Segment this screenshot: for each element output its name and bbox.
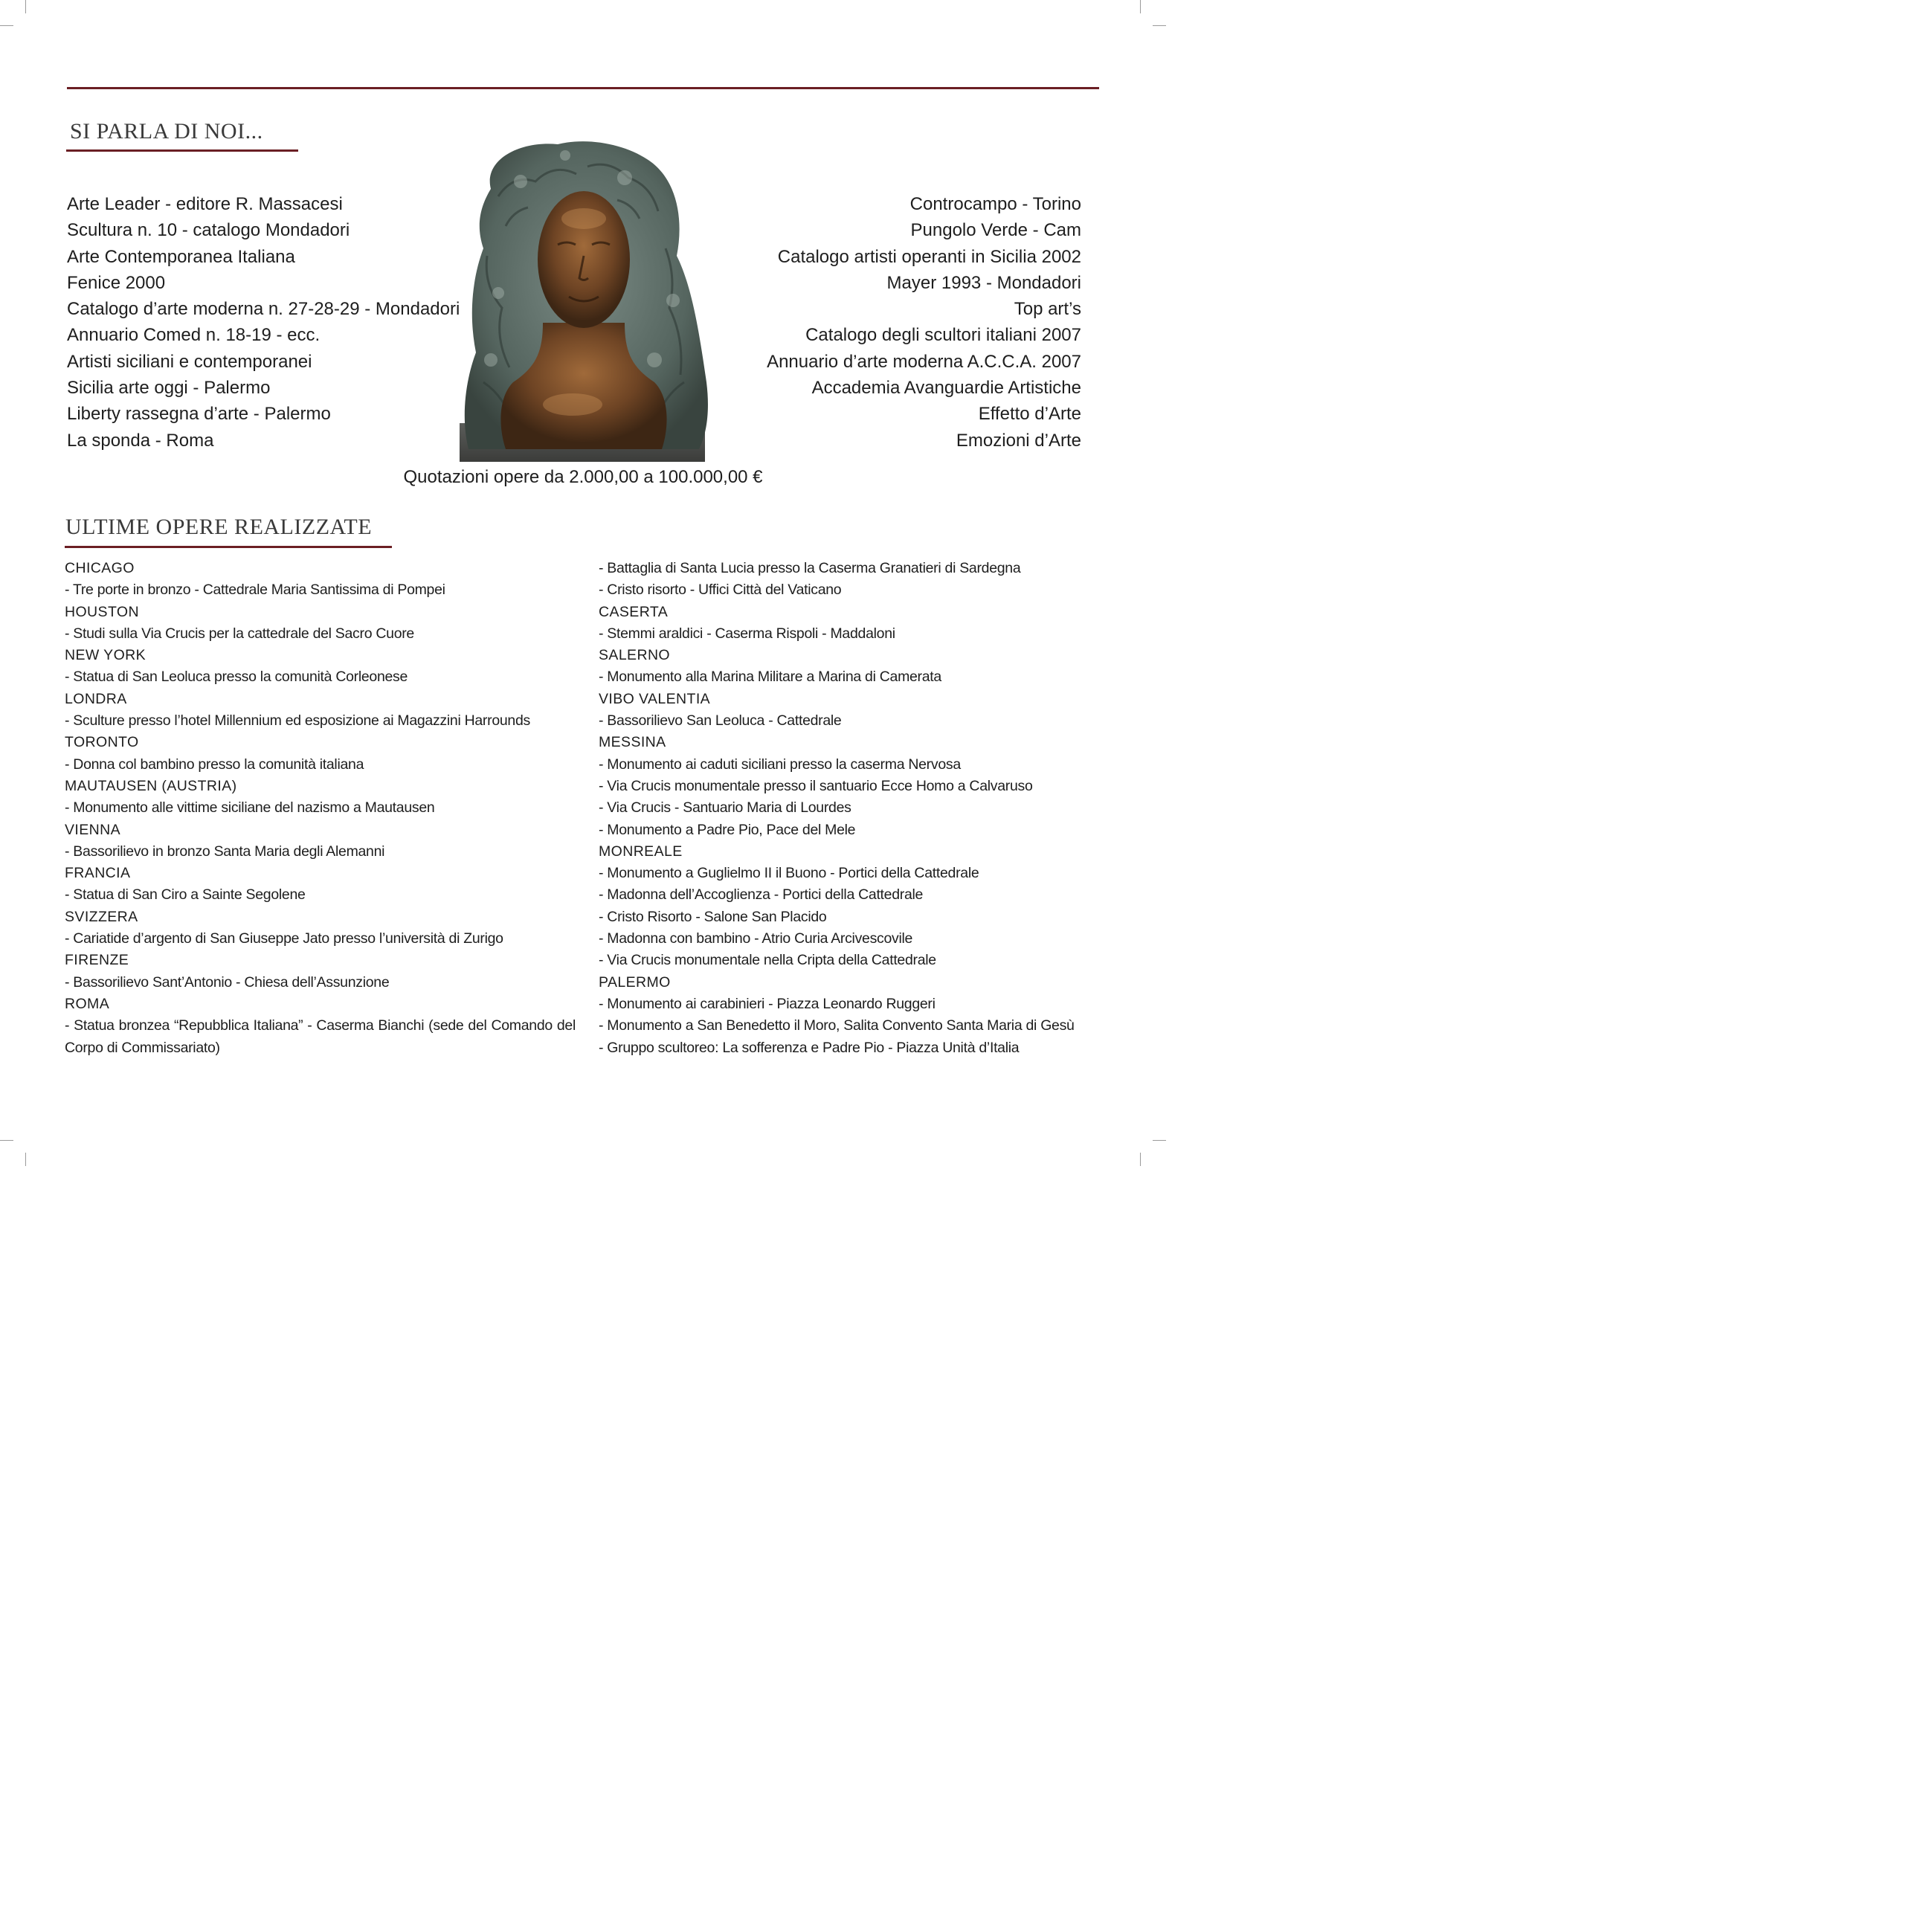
press-item: Annuario Comed n. 18-19 - ecc.: [67, 325, 321, 346]
location-heading: HOUSTON: [65, 603, 139, 620]
work-item: - Bassorilievo San Leoluca - Cattedrale: [599, 712, 842, 730]
location-heading: MESSINA: [599, 734, 666, 751]
location-heading: LONDRA: [65, 690, 127, 707]
works-list-left: [65, 558, 576, 1059]
press-list-right: [767, 191, 1081, 454]
press-item: Emozioni d’Arte: [956, 430, 1081, 451]
location-heading: VIENNA: [65, 821, 121, 838]
work-item: - Cariatide d’argento di San Giuseppe Jato presso l’università di Zurigo: [65, 930, 503, 947]
press-item: Liberty rassegna d’arte - Palermo: [67, 404, 331, 425]
bronze-bust-image: [454, 137, 714, 464]
crop-mark: [25, 1153, 26, 1166]
work-item: - Bassorilievo Sant’Antonio - Chiesa dell’Assunzione: [65, 973, 390, 991]
work-item: - Monumento a Padre Pio, Pace del Mele: [599, 821, 856, 838]
price-quotation: Quotazioni opere da 2.000,00 a 100.000,00 €: [403, 467, 763, 487]
location-heading: SVIZZERA: [65, 908, 138, 925]
crop-mark: [0, 25, 13, 26]
location-heading: PALERMO: [599, 973, 671, 991]
location-heading: SALERNO: [599, 647, 670, 664]
crop-mark: [25, 0, 26, 13]
press-item: Mayer 1993 - Mondadori: [886, 272, 1081, 293]
location-heading: FRANCIA: [65, 865, 131, 882]
work-item: - Monumento alle vittime siciliane del nazismo a Mautausen: [65, 799, 435, 817]
work-item: - Monumento ai caduti siciliani presso la caserma Nervosa: [599, 756, 961, 773]
press-item: Catalogo degli scultori italiani 2007: [805, 325, 1081, 346]
work-item: - Madonna con bambino - Atrio Curia Arcivescovile: [599, 930, 913, 947]
location-heading: VIBO VALENTIA: [599, 690, 711, 707]
section-title-press: SI PARLA DI NOI...: [70, 119, 263, 144]
crop-mark: [1153, 25, 1166, 26]
press-item: Controcampo - Torino: [909, 194, 1081, 214]
work-item: - Monumento ai carabinieri - Piazza Leonardo Ruggeri: [599, 995, 936, 1012]
work-item: - Statua di San Leoluca presso la comunità Corleonese: [65, 669, 408, 686]
press-list-left: [67, 191, 460, 454]
work-item: - Via Crucis monumentale nella Cripta della Cattedrale: [599, 952, 936, 969]
work-item: - Donna col bambino presso la comunità italiana: [65, 756, 364, 773]
work-item: - Gruppo scultoreo: La sofferenza e Padre Pio - Piazza Unità d’Italia: [599, 1039, 1020, 1056]
press-item: Artisti siciliani e contemporanei: [67, 351, 312, 372]
work-item: - Tre porte in bronzo - Cattedrale Maria Santissima di Pompei: [65, 582, 445, 599]
press-item: Scultura n. 10 - catalogo Mondadori: [67, 220, 350, 241]
location-heading: TORONTO: [65, 734, 139, 751]
location-heading: MONREALE: [599, 843, 683, 860]
location-heading: CASERTA: [599, 603, 669, 620]
press-item: Catalogo d’arte moderna n. 27-28-29 - Mondadori: [67, 299, 460, 320]
press-item: Arte Contemporanea Italiana: [67, 246, 295, 267]
work-item: - Monumento alla Marina Militare a Marina di Camerata: [599, 669, 941, 686]
press-item: La sponda - Roma: [67, 430, 214, 451]
top-divider: [67, 87, 1099, 89]
press-item: Effetto d’Arte: [978, 404, 1081, 425]
press-item: Pungolo Verde - Cam: [910, 220, 1081, 241]
press-item: Arte Leader - editore R. Massacesi: [67, 194, 343, 214]
crop-mark: [1153, 1140, 1166, 1141]
press-item: Fenice 2000: [67, 272, 166, 293]
location-heading: NEW YORK: [65, 647, 146, 664]
work-item: - Statua di San Ciro a Sainte Segolene: [65, 886, 306, 904]
work-item: - Via Crucis monumentale presso il santuario Ecce Homo a Calvaruso: [599, 777, 1033, 794]
section-title-works: ULTIME OPERE REALIZZATE: [65, 515, 373, 539]
press-item: Catalogo artisti operanti in Sicilia 2002: [777, 246, 1081, 267]
work-item: - Bassorilievo in bronzo Santa Maria degli Alemanni: [65, 843, 385, 860]
location-heading: MAUTAUSEN (AUSTRIA): [65, 777, 237, 794]
work-item: - Cristo risorto - Uffici Città del Vaticano: [599, 582, 842, 599]
section-title-underline: [66, 149, 298, 152]
work-item: - Via Crucis - Santuario Maria di Lourdes: [599, 799, 851, 817]
work-item: - Battaglia di Santa Lucia presso la Caserma Granatieri di Sardegna: [599, 560, 1021, 576]
works-list-right: [599, 558, 1112, 1059]
work-item: - Monumento a San Benedetto il Moro, Salita Convento Santa Maria di Gesù: [599, 1017, 1075, 1034]
crop-mark: [1140, 0, 1141, 13]
press-item: Accademia Avanguardie Artistiche: [811, 378, 1081, 399]
location-heading: CHICAGO: [65, 560, 135, 576]
press-item: Top art’s: [1014, 299, 1081, 320]
work-item: - Cristo Risorto - Salone San Placido: [599, 908, 827, 925]
press-item: Sicilia arte oggi - Palermo: [67, 378, 271, 399]
crop-mark: [1140, 1153, 1141, 1166]
location-heading: FIRENZE: [65, 952, 129, 969]
work-item: - Monumento a Guglielmo II il Buono - Portici della Cattedrale: [599, 865, 979, 882]
section-title-underline: [65, 546, 392, 548]
press-item: Annuario d’arte moderna A.C.C.A. 2007: [767, 351, 1081, 372]
crop-mark: [0, 1140, 13, 1141]
work-item: - Studi sulla Via Crucis per la cattedrale del Sacro Cuore: [65, 625, 414, 642]
work-item: - Stemmi araldici - Caserma Rispoli - Maddaloni: [599, 625, 895, 642]
work-item: - Statua bronzea “Repubblica Italiana” - Caserma Bianchi (sede del Comando del Corpo di Commissariato): [65, 1017, 576, 1056]
location-heading: ROMA: [65, 995, 110, 1012]
work-item: - Madonna dell’Accoglienza - Portici della Cattedrale: [599, 886, 924, 904]
work-item: - Sculture presso l’hotel Millennium ed esposizione ai Magazzini Harrounds: [65, 712, 530, 730]
